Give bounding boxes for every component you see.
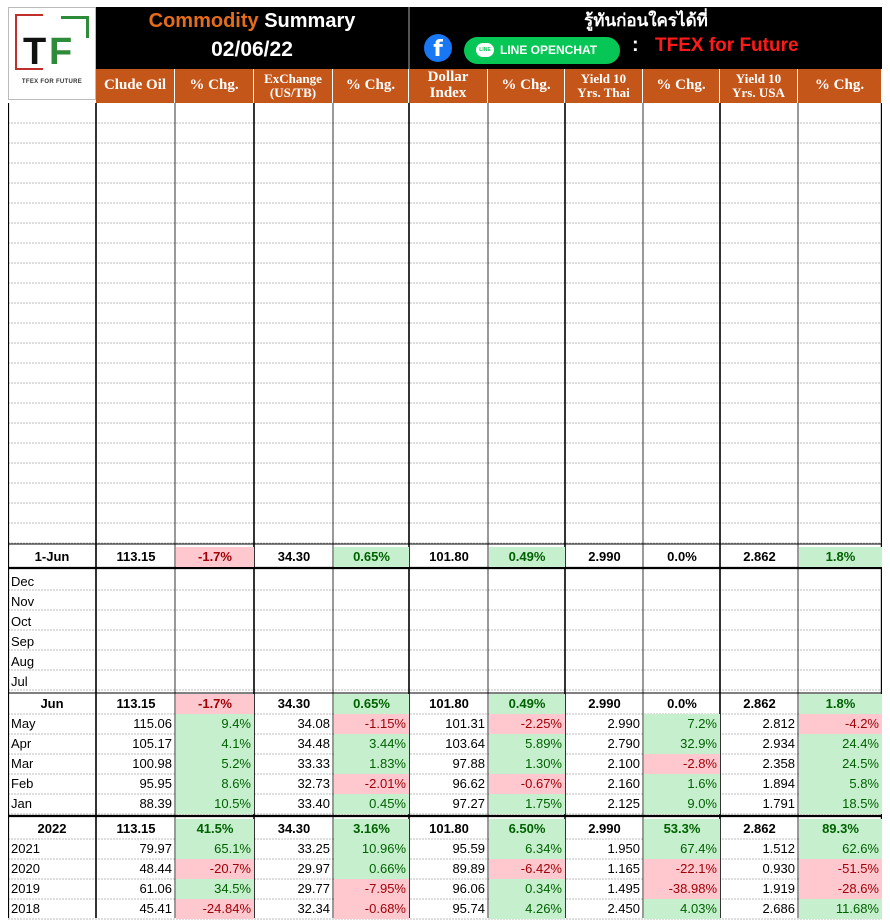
- value-cell: 95.59: [452, 841, 485, 856]
- report-date: 02/06/22: [211, 38, 293, 61]
- pct-change-cell: 4.1%: [176, 734, 254, 754]
- pct-change-cell: 0.45%: [334, 794, 409, 814]
- row-label: Jan: [11, 796, 32, 811]
- value-cell: 1.894: [762, 776, 795, 791]
- value-cell: 2.990: [588, 821, 621, 836]
- row-label: Feb: [11, 776, 34, 791]
- value-cell: 89.89: [452, 861, 485, 876]
- pct-change-cell: -0.68%: [334, 899, 409, 919]
- value-cell: 96.62: [452, 776, 485, 791]
- colon-separator: :: [632, 34, 639, 56]
- column-header-5: % Chg.: [488, 69, 565, 103]
- row-label: 2022: [37, 821, 67, 836]
- pct-change-cell: 18.5%: [799, 794, 882, 814]
- group-name: TFEX for Future: [655, 35, 799, 56]
- value-cell: 33.33: [297, 756, 330, 771]
- value-cell: 88.39: [139, 796, 172, 811]
- value-cell: 1.165: [607, 861, 640, 876]
- value-cell: 79.97: [139, 841, 172, 856]
- pct-change-cell: 0.66%: [334, 859, 409, 879]
- facebook-icon[interactable]: f: [424, 34, 452, 62]
- svg-text:T: T: [23, 31, 47, 73]
- value-cell: 33.25: [297, 841, 330, 856]
- pct-change-cell: 1.8%: [799, 694, 882, 714]
- pct-change-cell: 0.49%: [489, 547, 565, 567]
- value-cell: 2.862: [743, 821, 776, 836]
- pct-change-cell: 24.4%: [799, 734, 882, 754]
- row-label: 2019: [11, 881, 40, 896]
- pct-change-cell: 1.6%: [644, 774, 720, 794]
- pct-change-cell: -22.1%: [644, 859, 720, 879]
- month-label: Nov: [11, 594, 35, 609]
- value-cell: 61.06: [139, 881, 172, 896]
- pct-change-cell: -2.25%: [489, 714, 565, 734]
- value-cell: 2.812: [762, 716, 795, 731]
- value-cell: 2.358: [762, 756, 795, 771]
- value-cell: 48.44: [139, 861, 172, 876]
- value-cell: 29.77: [297, 881, 330, 896]
- pct-change-cell: -4.2%: [799, 714, 882, 734]
- value-cell: 95.95: [139, 776, 172, 791]
- value-cell: 97.88: [452, 756, 485, 771]
- pct-change-cell: 0.65%: [334, 547, 409, 567]
- value-cell: 34.30: [277, 821, 311, 836]
- pct-change-cell: 53.3%: [644, 819, 720, 839]
- pct-change-cell: 5.89%: [489, 734, 565, 754]
- value-cell: 34.08: [297, 716, 330, 731]
- value-cell: 100.98: [132, 756, 172, 771]
- page-title: [96, 8, 408, 34]
- logo-caption: TFEX FOR FUTURE: [21, 79, 83, 85]
- pct-change-cell: 11.68%: [799, 899, 882, 919]
- line-openchat-label: LINE OPENCHAT: [500, 43, 598, 57]
- pct-change-cell: 9.4%: [176, 714, 254, 734]
- column-header-2: ExChange (US/TB): [254, 69, 333, 103]
- pct-change-cell: 1.75%: [489, 794, 565, 814]
- column-header-8: Yield 10 Yrs. USA: [720, 69, 798, 103]
- pct-change-cell: -24.84%: [176, 899, 254, 919]
- value-cell: 2.862: [743, 696, 776, 711]
- value-cell: 1.495: [607, 881, 640, 896]
- pct-change-cell: 1.8%: [799, 547, 882, 567]
- value-cell: 1.791: [762, 796, 795, 811]
- value-cell: 1.950: [607, 841, 640, 856]
- pct-change-cell: 0.65%: [334, 694, 409, 714]
- pct-change-cell: 0.49%: [489, 694, 565, 714]
- month-label: Dec: [11, 574, 35, 589]
- pct-change-cell: -2.01%: [334, 774, 409, 794]
- value-cell: 2.790: [607, 736, 640, 751]
- pct-change-cell: 1.30%: [489, 754, 565, 774]
- pct-change-cell: -2.8%: [644, 754, 720, 774]
- row-label: 2021: [11, 841, 40, 856]
- value-cell: 33.40: [297, 796, 330, 811]
- pct-change-cell: 65.1%: [176, 839, 254, 859]
- value-cell: 32.73: [297, 776, 330, 791]
- value-cell: 34.48: [297, 736, 330, 751]
- line-openchat-button[interactable]: [464, 37, 620, 64]
- value-cell: 2.990: [588, 696, 621, 711]
- pct-change-cell: 5.8%: [799, 774, 882, 794]
- value-cell: 1.512: [762, 841, 795, 856]
- pct-change-cell: 6.50%: [489, 819, 565, 839]
- value-cell: 2.450: [607, 901, 640, 916]
- line-icon: LINE: [476, 43, 494, 57]
- pct-change-cell: 10.96%: [334, 839, 409, 859]
- row-label: Mar: [11, 756, 34, 771]
- pct-change-cell: 8.6%: [176, 774, 254, 794]
- month-label: Oct: [11, 614, 32, 629]
- value-cell: 29.97: [297, 861, 330, 876]
- column-header-9: % Chg.: [798, 69, 882, 103]
- row-label: Apr: [11, 736, 32, 751]
- row-label: 2020: [11, 861, 40, 876]
- column-header-1: % Chg.: [175, 69, 254, 103]
- column-header-0: Clude Oil: [96, 69, 175, 103]
- value-cell: 2.990: [588, 549, 621, 564]
- value-cell: 115.06: [133, 716, 172, 731]
- pct-change-cell: 0.0%: [667, 549, 697, 564]
- value-cell: 2.100: [607, 756, 640, 771]
- value-cell: 101.31: [445, 716, 485, 731]
- value-cell: 45.41: [139, 901, 172, 916]
- column-header-4: Dollar Index: [409, 69, 488, 103]
- value-cell: 2.990: [607, 716, 640, 731]
- value-cell: 97.27: [452, 796, 485, 811]
- value-cell: 113.15: [116, 821, 156, 836]
- column-header-3: % Chg.: [333, 69, 409, 103]
- pct-change-cell: 1.83%: [334, 754, 409, 774]
- svg-text:F: F: [49, 31, 73, 73]
- pct-change-cell: 5.2%: [176, 754, 254, 774]
- tfex-logo: [8, 7, 96, 100]
- value-cell: 103.64: [445, 736, 485, 751]
- value-cell: 34.30: [277, 549, 311, 564]
- row-label: 2018: [11, 901, 40, 916]
- pct-change-cell: 3.44%: [334, 734, 409, 754]
- pct-change-cell: -1.7%: [176, 694, 254, 714]
- value-cell: 113.15: [116, 549, 156, 564]
- column-header-7: % Chg.: [643, 69, 720, 103]
- tfex-logo-icon: [9, 8, 95, 78]
- value-cell: 2.160: [607, 776, 640, 791]
- pct-change-cell: 41.5%: [176, 819, 254, 839]
- pct-change-cell: 0.34%: [489, 879, 565, 899]
- pct-change-cell: 6.34%: [489, 839, 565, 859]
- title-rest: Summary: [258, 10, 356, 32]
- pct-change-cell: 7.2%: [644, 714, 720, 734]
- value-cell: 2.125: [607, 796, 640, 811]
- column-header-6: Yield 10 Yrs. Thai: [565, 69, 643, 103]
- value-cell: 0.930: [762, 861, 795, 876]
- pct-change-cell: 3.16%: [334, 819, 409, 839]
- pct-change-cell: 89.3%: [799, 819, 882, 839]
- month-label: Jul: [11, 674, 28, 689]
- row-label: 1-Jun: [34, 549, 70, 564]
- pct-change-cell: 0.0%: [667, 696, 697, 711]
- pct-change-cell: 4.26%: [489, 899, 565, 919]
- pct-change-cell: -0.67%: [489, 774, 565, 794]
- month-label: Aug: [11, 654, 35, 669]
- pct-change-cell: 10.5%: [176, 794, 254, 814]
- pct-change-cell: 62.6%: [799, 839, 882, 859]
- value-cell: 113.15: [116, 696, 156, 711]
- pct-change-cell: -38.98%: [644, 879, 720, 899]
- pct-change-cell: -7.95%: [334, 879, 409, 899]
- value-cell: 2.862: [743, 549, 776, 564]
- pct-change-cell: -20.7%: [176, 859, 254, 879]
- value-cell: 1.919: [762, 881, 795, 896]
- pct-change-cell: -1.15%: [334, 714, 409, 734]
- title-accent: Commodity: [148, 10, 259, 32]
- pct-change-cell: -28.6%: [799, 879, 882, 899]
- value-cell: 96.06: [452, 881, 485, 896]
- thai-slogan: รู้ทันก่อนใครได้ที่: [584, 11, 708, 30]
- pct-change-cell: 34.5%: [176, 879, 254, 899]
- pct-change-cell: 32.9%: [644, 734, 720, 754]
- value-cell: 101.80: [429, 696, 469, 711]
- pct-change-cell: -51.5%: [799, 859, 882, 879]
- pct-change-cell: 67.4%: [644, 839, 720, 859]
- value-cell: 32.34: [297, 901, 330, 916]
- row-label: Jun: [40, 696, 64, 711]
- pct-change-cell: 9.0%: [644, 794, 720, 814]
- value-cell: 2.686: [762, 901, 795, 916]
- value-cell: 2.934: [762, 736, 795, 751]
- value-cell: 105.17: [132, 736, 172, 751]
- pct-change-cell: -6.42%: [489, 859, 565, 879]
- month-label: Sep: [11, 634, 35, 649]
- pct-change-cell: 4.03%: [644, 899, 720, 919]
- pct-change-cell: 24.5%: [799, 754, 882, 774]
- value-cell: 101.80: [429, 549, 469, 564]
- row-label: May: [11, 716, 36, 731]
- pct-change-cell: -1.7%: [176, 547, 254, 567]
- value-cell: 101.80: [429, 821, 469, 836]
- value-cell: 34.30: [277, 696, 311, 711]
- value-cell: 95.74: [452, 901, 485, 916]
